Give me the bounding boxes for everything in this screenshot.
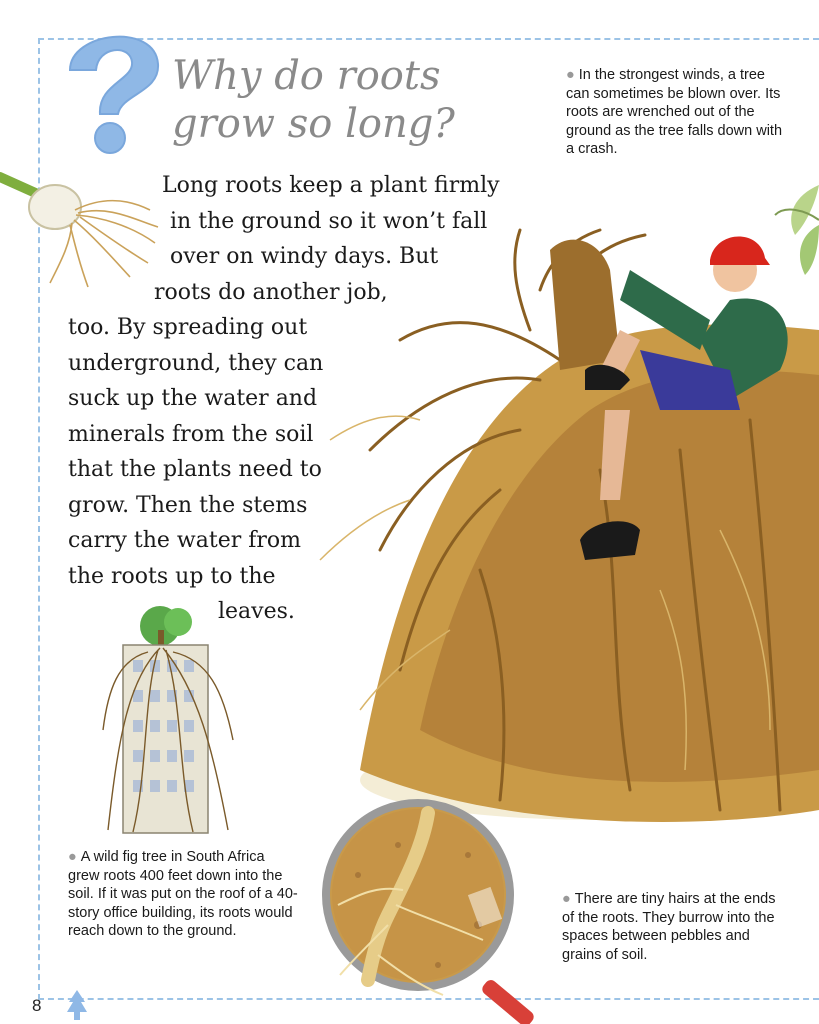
fig-tree-building-illustration — [88, 600, 248, 840]
body-line: leaves. — [218, 599, 295, 624]
bullet-icon: ● — [562, 891, 571, 907]
note-wild-fig — [68, 848, 298, 941]
body-line: too. By spreading out — [68, 315, 308, 340]
note-hairs-text: There are tiny hairs at the ends of the roots. They burrow into the spaces between pebbles and grains of soil. — [562, 891, 776, 963]
tree-icon — [64, 988, 90, 1022]
note-tiny-hairs — [562, 890, 787, 964]
body-line: in the ground so it won’t fall — [170, 208, 488, 234]
body-line: Long roots keep a plant firmly — [162, 173, 500, 198]
bullet-icon: ● — [566, 67, 575, 83]
page-title — [172, 52, 512, 148]
question-mark-icon — [60, 22, 170, 162]
bullet-icon: ● — [68, 849, 77, 865]
body-line: the roots up to the — [68, 563, 276, 589]
title-line-1: Why do roots — [172, 53, 441, 99]
page-number: 8 — [32, 996, 42, 1015]
body-line: suck up the water and — [68, 386, 318, 411]
body-line: minerals from the soil — [68, 421, 314, 447]
title-line-2: grow so long? — [172, 101, 455, 147]
body-line: carry the water from — [68, 528, 301, 553]
note-strongest-winds — [566, 66, 786, 159]
body-line: over on windy days. But — [170, 244, 439, 269]
body-line: that the plants need to — [68, 457, 322, 482]
note-fig-text: A wild fig tree in South Africa grew roots 400 feet down into the soil. If it was put on the roof of a 40-story office building, its roots would reach down to the ground. — [68, 849, 298, 939]
body-line: grow. Then the stems — [68, 492, 308, 518]
uprooted-tree-illustration — [300, 170, 819, 850]
note-winds-text: In the strongest winds, a tree can sometimes be blown over. Its roots are wrenched out of the ground as the tree falls down with a crash. — [566, 67, 783, 157]
magnifying-glass-illustration — [318, 795, 538, 1024]
body-line: underground, they can — [68, 350, 324, 376]
body-line: roots do another job, — [154, 279, 388, 305]
